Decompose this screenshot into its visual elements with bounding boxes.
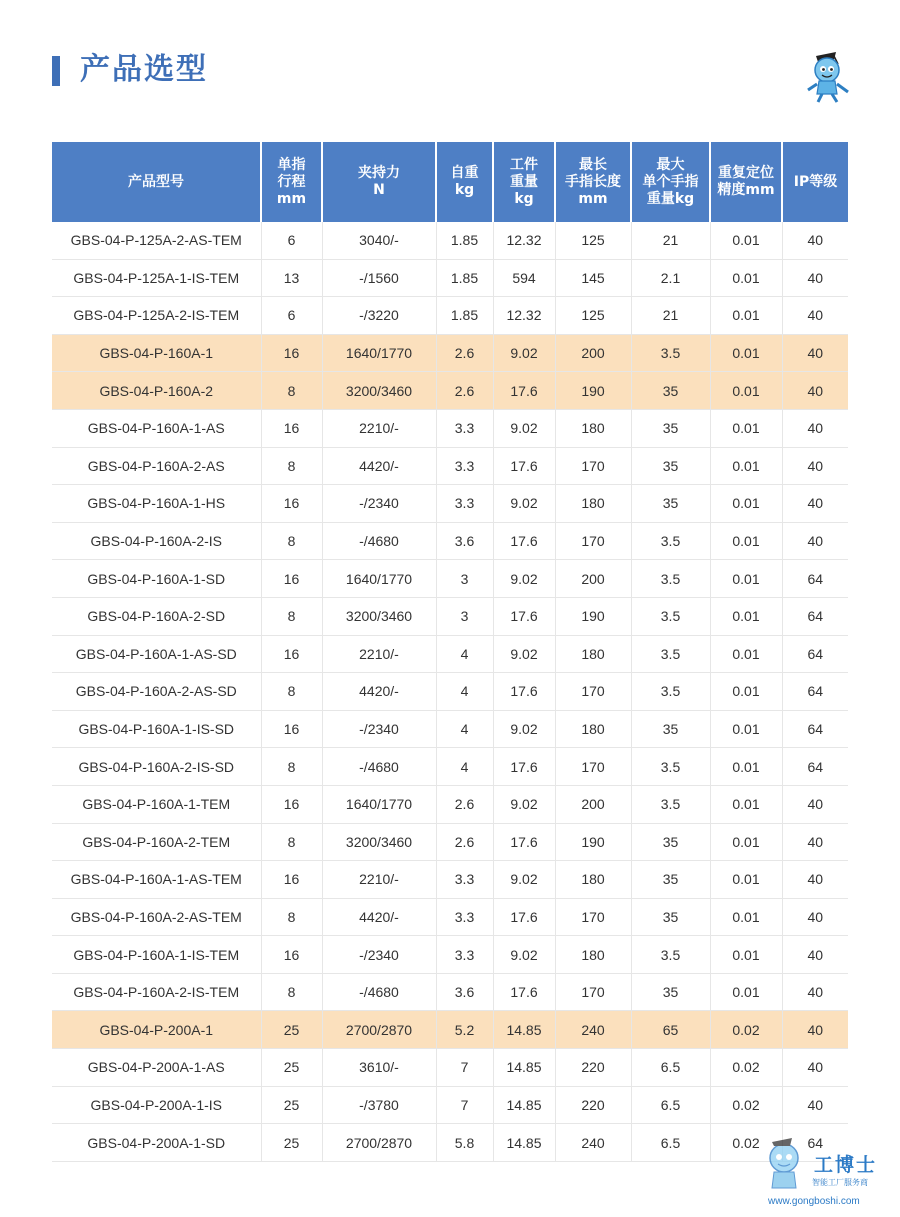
value-cell: 35 bbox=[631, 823, 710, 861]
value-cell: 8 bbox=[261, 823, 322, 861]
value-cell: 16 bbox=[261, 936, 322, 974]
value-cell: -/2340 bbox=[322, 710, 436, 748]
value-cell: 40 bbox=[782, 861, 848, 899]
table-row bbox=[52, 710, 848, 748]
value-cell: 3.6 bbox=[436, 973, 493, 1011]
value-cell: 9.02 bbox=[493, 409, 555, 447]
table-row bbox=[52, 222, 848, 259]
value-cell: 594 bbox=[493, 259, 555, 297]
value-cell: 6.5 bbox=[631, 1124, 710, 1162]
value-cell: 0.01 bbox=[710, 560, 782, 598]
value-cell: 35 bbox=[631, 973, 710, 1011]
value-cell: 145 bbox=[555, 259, 631, 297]
title-accent-bar bbox=[52, 56, 60, 86]
value-cell: 40 bbox=[782, 334, 848, 372]
value-cell: 0.02 bbox=[710, 1011, 782, 1049]
value-cell: 170 bbox=[555, 748, 631, 786]
value-cell: 125 bbox=[555, 222, 631, 259]
value-cell: 17.6 bbox=[493, 522, 555, 560]
value-cell: 2.6 bbox=[436, 823, 493, 861]
model-cell: GBS-04-P-160A-2-AS-TEM bbox=[52, 898, 261, 936]
value-cell: 7 bbox=[436, 1086, 493, 1124]
value-cell: 3.3 bbox=[436, 409, 493, 447]
value-cell: 2.6 bbox=[436, 372, 493, 410]
model-cell: GBS-04-P-160A-2-IS-TEM bbox=[52, 973, 261, 1011]
value-cell: 64 bbox=[782, 597, 848, 635]
column-header-line: 精度mm bbox=[717, 182, 775, 198]
value-cell: 9.02 bbox=[493, 334, 555, 372]
model-cell: GBS-04-P-200A-1-AS bbox=[52, 1049, 261, 1087]
value-cell: 2210/- bbox=[322, 635, 436, 673]
value-cell: 17.6 bbox=[493, 748, 555, 786]
value-cell: 9.02 bbox=[493, 785, 555, 823]
value-cell: 8 bbox=[261, 447, 322, 485]
value-cell: 14.85 bbox=[493, 1049, 555, 1087]
value-cell: 1640/1770 bbox=[322, 560, 436, 598]
value-cell: 240 bbox=[555, 1011, 631, 1049]
value-cell: 240 bbox=[555, 1124, 631, 1162]
value-cell: 21 bbox=[631, 222, 710, 259]
table-row bbox=[52, 973, 848, 1011]
value-cell: 3.5 bbox=[631, 936, 710, 974]
table-row bbox=[52, 1086, 848, 1124]
column-header-line: mm bbox=[578, 190, 608, 207]
value-cell: 180 bbox=[555, 635, 631, 673]
value-cell: 170 bbox=[555, 522, 631, 560]
value-cell: 40 bbox=[782, 823, 848, 861]
value-cell: 40 bbox=[782, 1049, 848, 1087]
value-cell: 40 bbox=[782, 409, 848, 447]
value-cell: 6.5 bbox=[631, 1049, 710, 1087]
value-cell: 2.6 bbox=[436, 785, 493, 823]
value-cell: 35 bbox=[631, 861, 710, 899]
model-cell: GBS-04-P-160A-2-AS-SD bbox=[52, 673, 261, 711]
value-cell: 6 bbox=[261, 297, 322, 335]
table-row bbox=[52, 785, 848, 823]
value-cell: 3.5 bbox=[631, 334, 710, 372]
value-cell: 3.6 bbox=[436, 522, 493, 560]
model-cell: GBS-04-P-125A-2-IS-TEM bbox=[52, 297, 261, 335]
value-cell: 180 bbox=[555, 861, 631, 899]
value-cell: -/2340 bbox=[322, 485, 436, 523]
value-cell: -/2340 bbox=[322, 936, 436, 974]
value-cell: 40 bbox=[782, 222, 848, 259]
column-header-line: kg bbox=[454, 182, 475, 198]
value-cell: 3.3 bbox=[436, 447, 493, 485]
value-cell: 8 bbox=[261, 372, 322, 410]
value-cell: 1.85 bbox=[436, 297, 493, 335]
value-cell: 40 bbox=[782, 485, 848, 523]
value-cell: 64 bbox=[782, 635, 848, 673]
value-cell: 3200/3460 bbox=[322, 372, 436, 410]
model-cell: GBS-04-P-160A-1-AS-TEM bbox=[52, 861, 261, 899]
value-cell: 0.02 bbox=[710, 1049, 782, 1087]
column-header-line: mm bbox=[276, 190, 307, 207]
model-cell: GBS-04-P-160A-1-IS-SD bbox=[52, 710, 261, 748]
value-cell: 2210/- bbox=[322, 861, 436, 899]
value-cell: 0.01 bbox=[710, 710, 782, 748]
value-cell: 0.01 bbox=[710, 334, 782, 372]
value-cell: 65 bbox=[631, 1011, 710, 1049]
value-cell: 125 bbox=[555, 297, 631, 335]
value-cell: 200 bbox=[555, 334, 631, 372]
value-cell: 1.85 bbox=[436, 259, 493, 297]
value-cell: -/1560 bbox=[322, 259, 436, 297]
model-cell: GBS-04-P-125A-2-AS-TEM bbox=[52, 222, 261, 259]
value-cell: 4 bbox=[436, 635, 493, 673]
column-header bbox=[631, 142, 710, 222]
value-cell: 0.01 bbox=[710, 409, 782, 447]
value-cell: 35 bbox=[631, 409, 710, 447]
value-cell: 3.5 bbox=[631, 635, 710, 673]
value-cell: 17.6 bbox=[493, 823, 555, 861]
column-header bbox=[322, 142, 436, 222]
model-cell: GBS-04-P-160A-1-AS bbox=[52, 409, 261, 447]
column-header-line: 单指 bbox=[277, 156, 306, 173]
value-cell: 35 bbox=[631, 372, 710, 410]
value-cell: 0.01 bbox=[710, 597, 782, 635]
model-cell: GBS-04-P-200A-1 bbox=[52, 1011, 261, 1049]
value-cell: 4420/- bbox=[322, 898, 436, 936]
column-header-line: IP等级 bbox=[793, 173, 838, 190]
column-header-line: 最长 bbox=[579, 156, 607, 173]
value-cell: 9.02 bbox=[493, 635, 555, 673]
model-cell: GBS-04-P-160A-1-TEM bbox=[52, 785, 261, 823]
column-header bbox=[52, 142, 261, 222]
value-cell: 14.85 bbox=[493, 1011, 555, 1049]
value-cell: 35 bbox=[631, 898, 710, 936]
value-cell: 190 bbox=[555, 372, 631, 410]
value-cell: 3610/- bbox=[322, 1049, 436, 1087]
value-cell: 2700/2870 bbox=[322, 1124, 436, 1162]
value-cell: 0.01 bbox=[710, 823, 782, 861]
column-header bbox=[555, 142, 631, 222]
table-row bbox=[52, 861, 848, 899]
value-cell: 180 bbox=[555, 409, 631, 447]
value-cell: 0.01 bbox=[710, 673, 782, 711]
column-header bbox=[436, 142, 493, 222]
model-cell: GBS-04-P-160A-2 bbox=[52, 372, 261, 410]
value-cell: 8 bbox=[261, 973, 322, 1011]
value-cell: 3.3 bbox=[436, 485, 493, 523]
table-row bbox=[52, 635, 848, 673]
column-header-line: N bbox=[373, 182, 385, 198]
value-cell: 40 bbox=[782, 259, 848, 297]
model-cell: GBS-04-P-160A-2-IS-SD bbox=[52, 748, 261, 786]
value-cell: 220 bbox=[555, 1049, 631, 1087]
value-cell: 4420/- bbox=[322, 447, 436, 485]
value-cell: 40 bbox=[782, 936, 848, 974]
table-row bbox=[52, 1011, 848, 1049]
table-row bbox=[52, 748, 848, 786]
column-header-line: 最大 bbox=[656, 156, 685, 173]
value-cell: 12.32 bbox=[493, 222, 555, 259]
value-cell: 170 bbox=[555, 973, 631, 1011]
column-header-line: 行程 bbox=[277, 173, 306, 190]
value-cell: 2700/2870 bbox=[322, 1011, 436, 1049]
value-cell: 40 bbox=[782, 785, 848, 823]
value-cell: 35 bbox=[631, 710, 710, 748]
value-cell: 3.3 bbox=[436, 861, 493, 899]
value-cell: 5.8 bbox=[436, 1124, 493, 1162]
value-cell: 35 bbox=[631, 485, 710, 523]
column-header-line: 夹持力 bbox=[358, 165, 400, 181]
value-cell: 16 bbox=[261, 560, 322, 598]
value-cell: 4 bbox=[436, 673, 493, 711]
value-cell: 9.02 bbox=[493, 485, 555, 523]
value-cell: 3.5 bbox=[631, 560, 710, 598]
column-header bbox=[493, 142, 555, 222]
value-cell: 2.1 bbox=[631, 259, 710, 297]
model-cell: GBS-04-P-200A-1-IS bbox=[52, 1086, 261, 1124]
value-cell: 40 bbox=[782, 297, 848, 335]
value-cell: 40 bbox=[782, 522, 848, 560]
value-cell: 1640/1770 bbox=[322, 785, 436, 823]
model-cell: GBS-04-P-160A-1 bbox=[52, 334, 261, 372]
model-cell: GBS-04-P-160A-2-SD bbox=[52, 597, 261, 635]
column-header bbox=[710, 142, 782, 222]
value-cell: 3.5 bbox=[631, 597, 710, 635]
robot-mascot-icon bbox=[800, 48, 856, 104]
model-cell: GBS-04-P-200A-1-SD bbox=[52, 1124, 261, 1162]
column-header-line: 手指长度 bbox=[565, 173, 621, 190]
value-cell: 17.6 bbox=[493, 898, 555, 936]
value-cell: 0.01 bbox=[710, 222, 782, 259]
value-cell: 3040/- bbox=[322, 222, 436, 259]
value-cell: 16 bbox=[261, 409, 322, 447]
value-cell: 220 bbox=[555, 1086, 631, 1124]
value-cell: 25 bbox=[261, 1124, 322, 1162]
column-header-line: 重复定位 bbox=[718, 165, 774, 181]
column-header-line: 工件 bbox=[510, 156, 538, 173]
value-cell: 8 bbox=[261, 673, 322, 711]
value-cell: 17.6 bbox=[493, 673, 555, 711]
value-cell: 2210/- bbox=[322, 409, 436, 447]
table-header-row bbox=[52, 142, 848, 222]
value-cell: 16 bbox=[261, 485, 322, 523]
value-cell: 4 bbox=[436, 748, 493, 786]
column-header-line: kg bbox=[514, 190, 534, 207]
value-cell: 9.02 bbox=[493, 710, 555, 748]
value-cell: 8 bbox=[261, 522, 322, 560]
value-cell: -/3780 bbox=[322, 1086, 436, 1124]
value-cell: 200 bbox=[555, 785, 631, 823]
column-header-line: 重量kg bbox=[646, 190, 695, 207]
table-row bbox=[52, 297, 848, 335]
model-cell: GBS-04-P-160A-2-TEM bbox=[52, 823, 261, 861]
value-cell: 190 bbox=[555, 597, 631, 635]
value-cell: 6.5 bbox=[631, 1086, 710, 1124]
value-cell: 0.01 bbox=[710, 898, 782, 936]
watermark-url: www.gongboshi.com bbox=[768, 1196, 860, 1207]
table-row bbox=[52, 1049, 848, 1087]
value-cell: 0.01 bbox=[710, 447, 782, 485]
value-cell: 17.6 bbox=[493, 447, 555, 485]
value-cell: -/4680 bbox=[322, 522, 436, 560]
table-row bbox=[52, 597, 848, 635]
value-cell: 0.01 bbox=[710, 785, 782, 823]
value-cell: 40 bbox=[782, 372, 848, 410]
value-cell: 17.6 bbox=[493, 372, 555, 410]
value-cell: 21 bbox=[631, 297, 710, 335]
value-cell: 0.01 bbox=[710, 635, 782, 673]
value-cell: 0.01 bbox=[710, 936, 782, 974]
value-cell: 40 bbox=[782, 1086, 848, 1124]
value-cell: 17.6 bbox=[493, 973, 555, 1011]
model-cell: GBS-04-P-160A-1-SD bbox=[52, 560, 261, 598]
table-row bbox=[52, 936, 848, 974]
model-cell: GBS-04-P-160A-1-HS bbox=[52, 485, 261, 523]
watermark-brand: 工博士 bbox=[814, 1154, 878, 1176]
value-cell: 3.5 bbox=[631, 522, 710, 560]
column-header bbox=[782, 142, 848, 222]
value-cell: 0.01 bbox=[710, 748, 782, 786]
value-cell: 35 bbox=[631, 447, 710, 485]
value-cell: -/3220 bbox=[322, 297, 436, 335]
value-cell: 9.02 bbox=[493, 560, 555, 598]
value-cell: 0.01 bbox=[710, 372, 782, 410]
value-cell: 3.5 bbox=[631, 785, 710, 823]
value-cell: 1640/1770 bbox=[322, 334, 436, 372]
table-row bbox=[52, 485, 848, 523]
table-row bbox=[52, 522, 848, 560]
value-cell: 4 bbox=[436, 710, 493, 748]
column-header bbox=[261, 142, 322, 222]
value-cell: 40 bbox=[782, 898, 848, 936]
column-header-line: 产品型号 bbox=[128, 173, 184, 190]
value-cell: 16 bbox=[261, 334, 322, 372]
value-cell: 3.5 bbox=[631, 748, 710, 786]
model-cell: GBS-04-P-160A-2-IS bbox=[52, 522, 261, 560]
model-cell: GBS-04-P-160A-2-AS bbox=[52, 447, 261, 485]
watermark-tagline: 智能工厂服务商 bbox=[812, 1178, 868, 1187]
value-cell: 0.02 bbox=[710, 1086, 782, 1124]
value-cell: 180 bbox=[555, 936, 631, 974]
value-cell: 64 bbox=[782, 1124, 848, 1162]
value-cell: 16 bbox=[261, 861, 322, 899]
robot-mascot-icon bbox=[770, 1138, 798, 1188]
value-cell: 14.85 bbox=[493, 1086, 555, 1124]
value-cell: 9.02 bbox=[493, 936, 555, 974]
value-cell: 170 bbox=[555, 673, 631, 711]
model-cell: GBS-04-P-160A-1-IS-TEM bbox=[52, 936, 261, 974]
value-cell: 5.2 bbox=[436, 1011, 493, 1049]
page-title: 产品选型 bbox=[80, 52, 208, 87]
column-header-line: 自重 bbox=[450, 165, 479, 181]
value-cell: 0.01 bbox=[710, 522, 782, 560]
value-cell: 64 bbox=[782, 560, 848, 598]
value-cell: 170 bbox=[555, 447, 631, 485]
value-cell: 25 bbox=[261, 1086, 322, 1124]
value-cell: 40 bbox=[782, 1011, 848, 1049]
value-cell: 200 bbox=[555, 560, 631, 598]
value-cell: 6 bbox=[261, 222, 322, 259]
value-cell: 7 bbox=[436, 1049, 493, 1087]
value-cell: 0.01 bbox=[710, 259, 782, 297]
value-cell: 180 bbox=[555, 710, 631, 748]
model-cell: GBS-04-P-125A-1-IS-TEM bbox=[52, 259, 261, 297]
value-cell: -/4680 bbox=[322, 748, 436, 786]
value-cell: 2.6 bbox=[436, 334, 493, 372]
table-row bbox=[52, 560, 848, 598]
value-cell: 0.01 bbox=[710, 485, 782, 523]
table-row bbox=[52, 259, 848, 297]
value-cell: 64 bbox=[782, 673, 848, 711]
value-cell: 13 bbox=[261, 259, 322, 297]
table-row bbox=[52, 1124, 848, 1162]
value-cell: 40 bbox=[782, 447, 848, 485]
value-cell: 3.5 bbox=[631, 673, 710, 711]
value-cell: 3 bbox=[436, 560, 493, 598]
column-header-line: 单个手指 bbox=[642, 173, 699, 190]
value-cell: 1.85 bbox=[436, 222, 493, 259]
value-cell: 0.01 bbox=[710, 861, 782, 899]
product-selection-table bbox=[52, 142, 848, 1162]
value-cell: 3200/3460 bbox=[322, 823, 436, 861]
table-row bbox=[52, 673, 848, 711]
value-cell: 16 bbox=[261, 710, 322, 748]
value-cell: 3.3 bbox=[436, 936, 493, 974]
value-cell: 64 bbox=[782, 748, 848, 786]
value-cell: 3.3 bbox=[436, 898, 493, 936]
value-cell: 0.01 bbox=[710, 973, 782, 1011]
value-cell: 16 bbox=[261, 635, 322, 673]
value-cell: 64 bbox=[782, 710, 848, 748]
value-cell: 17.6 bbox=[493, 597, 555, 635]
value-cell: 40 bbox=[782, 973, 848, 1011]
value-cell: 8 bbox=[261, 898, 322, 936]
model-cell: GBS-04-P-160A-1-AS-SD bbox=[52, 635, 261, 673]
table-row bbox=[52, 372, 848, 410]
table-row bbox=[52, 334, 848, 372]
value-cell: 0.02 bbox=[710, 1124, 782, 1162]
table-body bbox=[52, 222, 848, 1161]
value-cell: 14.85 bbox=[493, 1124, 555, 1162]
table-row bbox=[52, 409, 848, 447]
value-cell: 8 bbox=[261, 597, 322, 635]
table-row bbox=[52, 823, 848, 861]
value-cell: 0.01 bbox=[710, 297, 782, 335]
value-cell: 25 bbox=[261, 1011, 322, 1049]
value-cell: -/4680 bbox=[322, 973, 436, 1011]
value-cell: 180 bbox=[555, 485, 631, 523]
value-cell: 8 bbox=[261, 748, 322, 786]
value-cell: 3200/3460 bbox=[322, 597, 436, 635]
value-cell: 190 bbox=[555, 823, 631, 861]
value-cell: 170 bbox=[555, 898, 631, 936]
column-header-line: 重量 bbox=[510, 173, 538, 190]
value-cell: 3 bbox=[436, 597, 493, 635]
table-row bbox=[52, 447, 848, 485]
table-row bbox=[52, 898, 848, 936]
value-cell: 12.32 bbox=[493, 297, 555, 335]
value-cell: 4420/- bbox=[322, 673, 436, 711]
value-cell: 9.02 bbox=[493, 861, 555, 899]
value-cell: 16 bbox=[261, 785, 322, 823]
value-cell: 25 bbox=[261, 1049, 322, 1087]
